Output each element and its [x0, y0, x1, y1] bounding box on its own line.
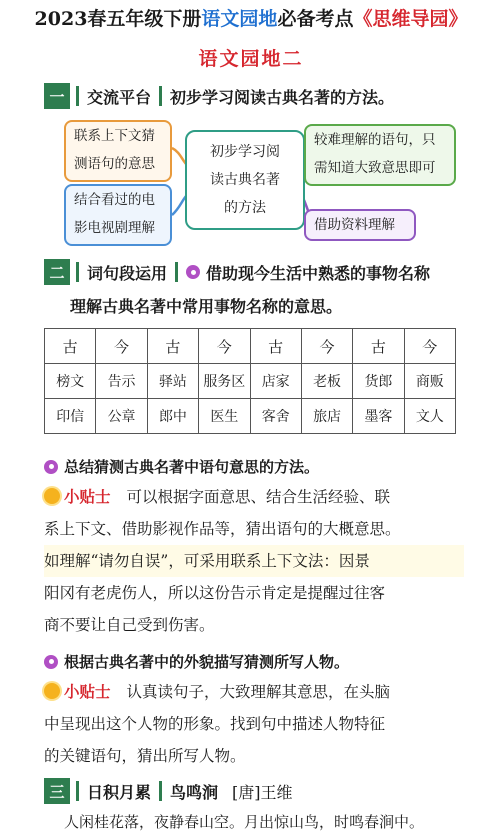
divider	[76, 781, 79, 801]
table-cell: 墨客	[353, 399, 404, 434]
bullet-guess-character	[44, 651, 349, 672]
poem-title: 鸟鸣涧	[170, 782, 219, 802]
table-cell: 服务区	[199, 364, 250, 399]
table-cell: 医生	[199, 399, 250, 434]
box-line: 影电视剧理解	[74, 220, 155, 236]
table-row	[45, 364, 456, 399]
tip1-line	[44, 481, 464, 513]
box-line: 测语句的意思	[74, 156, 155, 172]
table-header-cell: 古	[250, 329, 301, 364]
table-header-cell: 古	[45, 329, 96, 364]
bullet-text: 根据古典名著中的外貌描写猜测所写人物。	[64, 653, 350, 671]
tip1-line: 如理解“请勿自误”，可采用联系上下文法：因景	[44, 545, 464, 577]
divider	[159, 781, 162, 801]
title-part3: 必备考点	[277, 8, 354, 30]
table-cell: 文人	[404, 399, 455, 434]
section2-heading	[44, 258, 430, 286]
table-cell: 告示	[96, 364, 147, 399]
page-subtitle: 语文园地二	[198, 48, 304, 70]
mindmap-box-materials: 借助资料理解	[304, 209, 416, 241]
table-header-cell: 古	[353, 329, 404, 364]
table-cell: 旅店	[301, 399, 352, 434]
table-cell: 客舍	[250, 399, 301, 434]
section1-name: 交流平台	[87, 87, 152, 107]
tip2-label: 小贴士	[64, 683, 111, 701]
lightbulb-icon	[44, 488, 60, 504]
tip2-line	[44, 676, 464, 708]
section3-heading	[44, 777, 293, 805]
section3-name: 日积月累	[87, 782, 152, 802]
tip1-text: 可以根据字面意思、结合生活经验、联	[126, 488, 391, 506]
box-line: 需知道大致意思即可	[314, 160, 436, 176]
tip2-paragraph	[44, 676, 464, 772]
title-part4: 《思维导园》	[353, 8, 468, 30]
tip1-label: 小贴士	[64, 488, 111, 506]
table-cell: 郎中	[147, 399, 198, 434]
table-header-cell: 今	[199, 329, 250, 364]
divider	[76, 262, 79, 282]
section1-desc: 初步学习阅读古典名著的方法。	[170, 87, 395, 107]
section2-desc2: 理解古典名著中常用事物名称的意思。	[70, 297, 343, 316]
table-header-cell: 今	[96, 329, 147, 364]
tip1-line: 商不要让自己受到伤害。	[44, 616, 215, 634]
mindmap-box-film	[64, 184, 172, 246]
tip1-paragraph	[44, 481, 464, 641]
table-cell: 驿站	[147, 364, 198, 399]
table-cell: 榜文	[45, 364, 96, 399]
table-cell: 店家	[250, 364, 301, 399]
section3-number: 三	[44, 778, 70, 804]
center-line: 读古典名著	[210, 172, 280, 188]
center-line: 的方法	[224, 200, 266, 216]
bullet-text: 总结猜测古典名著中语句意思的方法。	[64, 458, 320, 476]
table-header-row	[45, 329, 456, 364]
box-line: 结合看过的电	[74, 192, 155, 208]
poem-meta: [唐]王维	[232, 782, 293, 802]
section1-number: 一	[44, 83, 70, 109]
section2-name: 词句段运用	[87, 263, 168, 283]
table-cell: 公章	[96, 399, 147, 434]
table-header-cell: 今	[301, 329, 352, 364]
section2-desc1: 借助现今生活中熟悉的事物名称	[206, 263, 431, 283]
mindmap-box-rough-meaning	[304, 124, 456, 186]
tip2-line: 中呈现出这个人物的形象。找到句中描述人物特征	[44, 715, 386, 733]
mindmap-center	[185, 130, 305, 230]
tip2-text: 认真读句子，大致理解其意思，在头脑	[126, 683, 391, 701]
table-row	[45, 399, 456, 434]
table-header-cell: 今	[404, 329, 455, 364]
section2-number: 二	[44, 259, 70, 285]
table-cell: 货郎	[353, 364, 404, 399]
title-part2: 语文园地	[201, 8, 278, 30]
bullet-icon	[44, 655, 58, 669]
box-line: 联系上下文猜	[74, 128, 155, 144]
center-line: 初步学习阅	[210, 144, 280, 160]
bullet-icon	[44, 460, 58, 474]
bullet-guess-sentences	[44, 456, 319, 477]
tip1-line: 系上下文、借助影视作品等，猜出语句的大概意思。	[44, 520, 401, 538]
divider	[175, 262, 178, 282]
table-cell: 商贩	[404, 364, 455, 399]
tip2-line: 的关键语句，猜出所写人物。	[44, 747, 246, 765]
words-table	[44, 328, 456, 434]
table-header-cell: 古	[147, 329, 198, 364]
lightbulb-icon	[44, 683, 60, 699]
table-cell: 印信	[45, 399, 96, 434]
bullet-icon	[186, 265, 200, 279]
box-line: 较难理解的语句，只	[314, 132, 436, 148]
poem-line: 人闲桂花落，夜静春山空。月出惊山鸟，时鸣春涧中。	[64, 813, 425, 831]
title-part1: 2023春五年级下册	[34, 8, 202, 30]
table-cell: 老板	[301, 364, 352, 399]
tip1-line: 阳冈有老虎伤人，所以这份告示肯定是提醒过往客	[44, 584, 386, 602]
mindmap-box-context	[64, 120, 172, 182]
